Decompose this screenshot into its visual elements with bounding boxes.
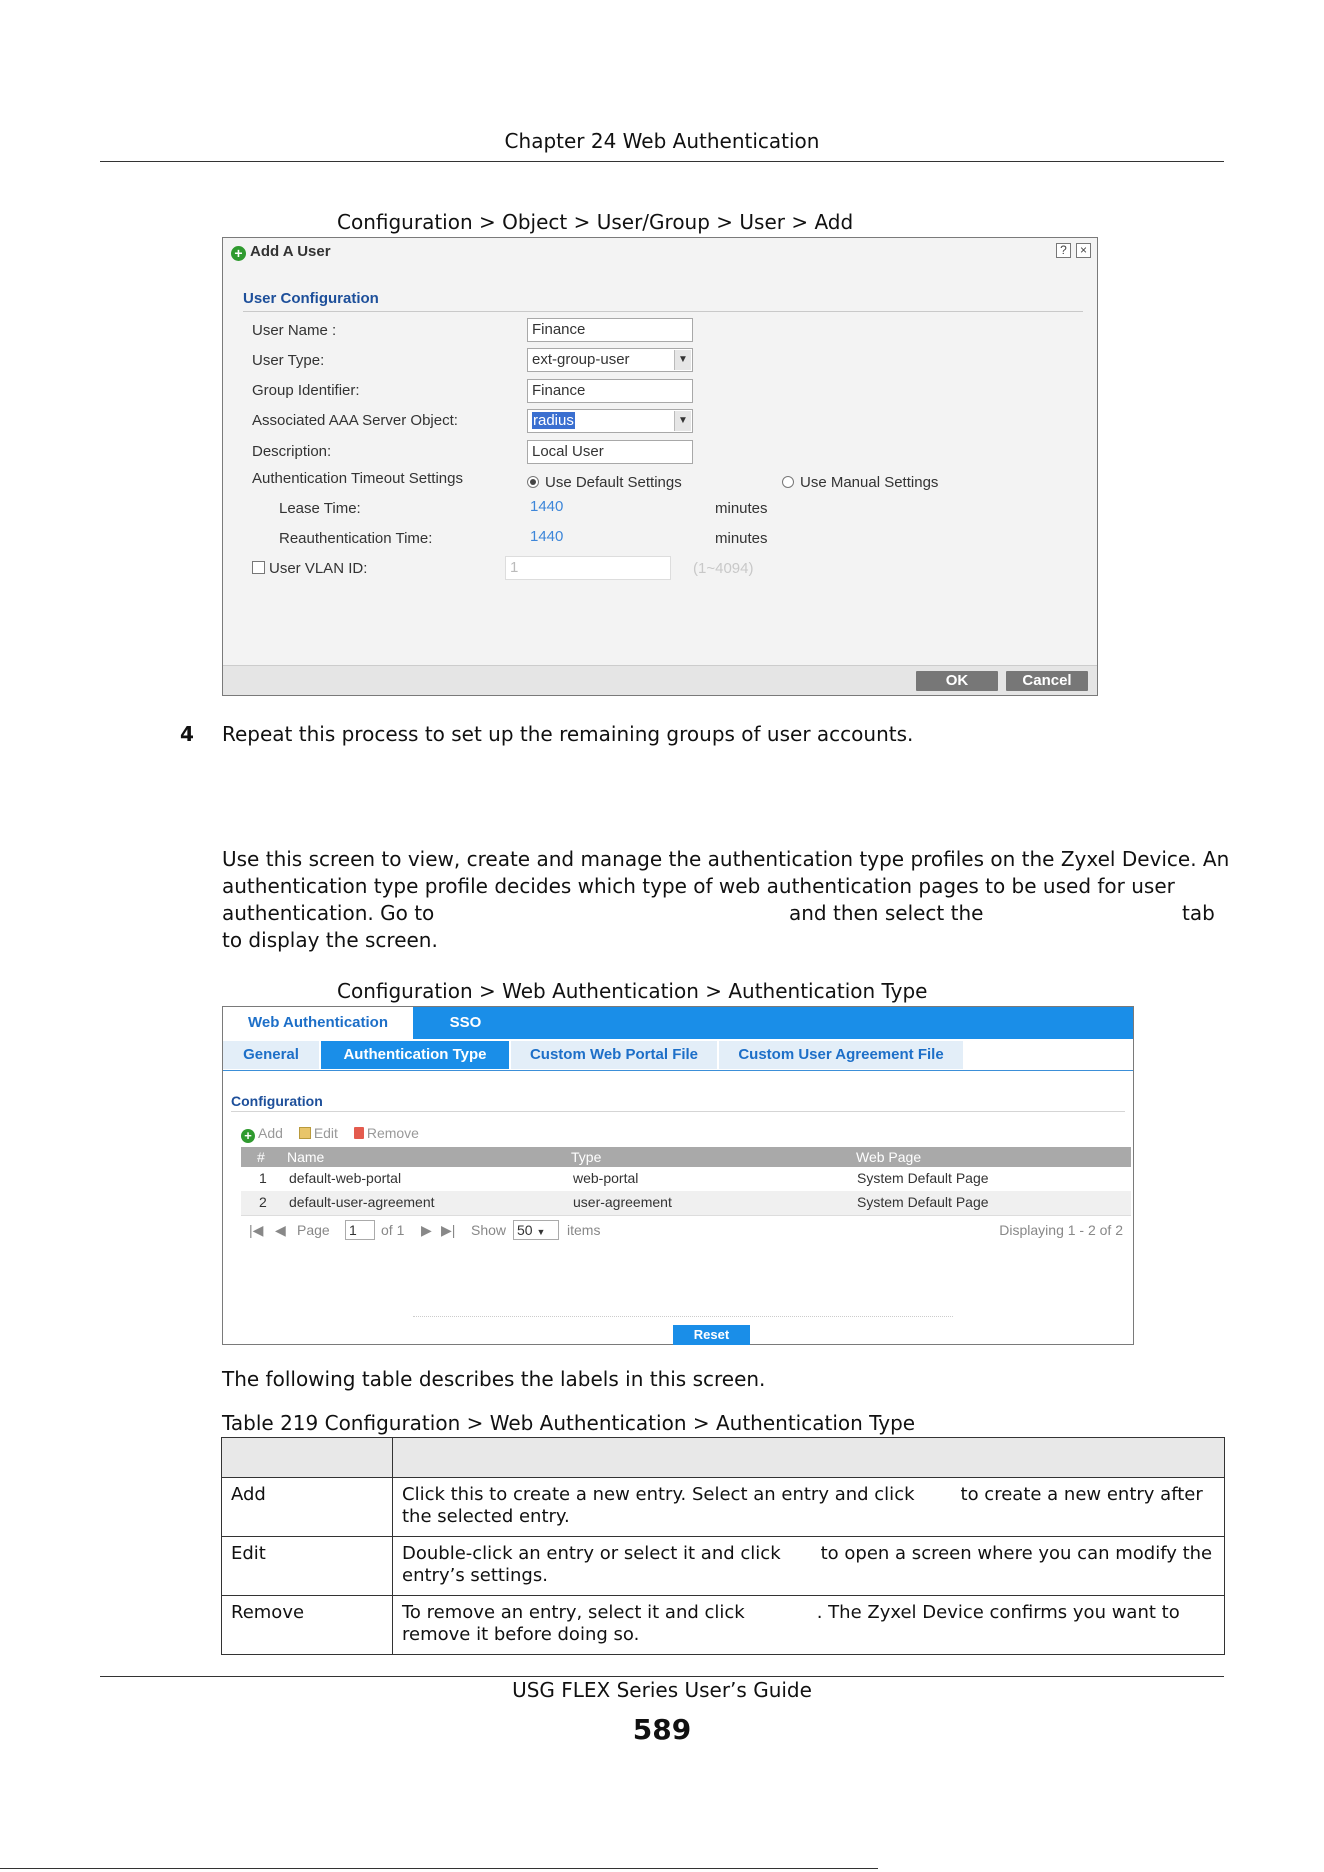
dialog-titlebar xyxy=(223,238,1097,264)
table-caption: Table 219 Configuration > Web Authentication > Authentication Type xyxy=(222,1411,916,1435)
configuration-title: Configuration xyxy=(231,1093,323,1109)
reauth-time-value: 1440 xyxy=(530,528,564,545)
first-page-icon[interactable]: |◀ xyxy=(249,1222,264,1238)
labels-table xyxy=(221,1437,1225,1655)
top-tab-bar xyxy=(223,1007,1133,1039)
tab-custom-web-portal-file[interactable]: Custom Web Portal File xyxy=(511,1041,717,1069)
configuration-divider xyxy=(231,1111,1125,1112)
row-number: 2 xyxy=(259,1194,267,1210)
description-cell xyxy=(393,1537,1225,1596)
sub-tab-bar xyxy=(223,1039,1133,1071)
divider xyxy=(413,1316,953,1317)
user-name-label: User Name : xyxy=(252,322,337,339)
table-row[interactable] xyxy=(241,1191,1131,1215)
header-rule xyxy=(100,161,1224,162)
vlan-range-hint: (1~4094) xyxy=(693,560,754,577)
tab-general[interactable]: General xyxy=(223,1041,319,1069)
table-intro: The following table describes the labels in this screen. xyxy=(222,1367,766,1391)
section-title: User Configuration xyxy=(243,290,379,307)
page-count: of 1 xyxy=(381,1222,405,1238)
remove-button[interactable] xyxy=(354,1125,419,1141)
lease-time-label: Lease Time: xyxy=(279,500,361,517)
chevron-down-icon: ▼ xyxy=(536,1227,546,1237)
use-manual-radio[interactable] xyxy=(782,474,938,491)
reauth-time-unit: minutes xyxy=(715,530,768,547)
tab-custom-user-agreement-file[interactable]: Custom User Agreement File xyxy=(719,1041,963,1069)
add-button[interactable] xyxy=(241,1125,283,1141)
footer-rule xyxy=(100,1676,1224,1677)
chevron-down-icon: ▼ xyxy=(674,411,691,431)
row-type: web-portal xyxy=(573,1170,639,1186)
user-type-value: ext-group-user xyxy=(532,351,630,368)
add-label: Add xyxy=(258,1125,283,1141)
lease-time-value: 1440 xyxy=(530,498,564,515)
use-default-label: Use Default Settings xyxy=(545,474,682,491)
description-part: Double-click an entry or select it and click xyxy=(402,1543,781,1564)
edit-button[interactable] xyxy=(299,1125,338,1141)
section-divider xyxy=(243,311,1083,312)
table-row[interactable] xyxy=(241,1167,1131,1191)
description-part: to open a screen where you can modify the entry’s settings. xyxy=(402,1543,1213,1586)
col-number[interactable]: # xyxy=(257,1149,265,1165)
close-icon[interactable]: × xyxy=(1076,243,1091,258)
add-icon: + xyxy=(231,246,246,261)
ok-button[interactable]: OK xyxy=(916,671,998,691)
aaa-server-label: Associated AAA Server Object: xyxy=(252,412,458,429)
items-label: items xyxy=(567,1222,601,1238)
tab-authentication-type[interactable]: Authentication Type xyxy=(321,1041,509,1069)
grid-toolbar xyxy=(241,1125,431,1143)
add-user-dialog xyxy=(222,237,1098,696)
radio-selected-icon xyxy=(527,476,539,488)
user-vlan-checkbox[interactable] xyxy=(252,560,367,577)
description-cell xyxy=(393,1478,1225,1537)
running-header: Chapter 24 Web Authentication xyxy=(504,129,820,153)
user-vlan-label: User VLAN ID: xyxy=(269,560,368,577)
dialog-button-bar xyxy=(223,665,1097,695)
chevron-down-icon: ▼ xyxy=(674,350,691,370)
displaying-count: Displaying 1 - 2 of 2 xyxy=(999,1222,1123,1238)
step-text: Repeat this process to set up the remaining groups of user accounts. xyxy=(222,722,914,746)
use-default-radio[interactable] xyxy=(527,474,682,491)
dialog-title-text: Add A User xyxy=(250,243,331,260)
table-row xyxy=(222,1537,1225,1596)
label-cell: Add xyxy=(222,1478,393,1537)
description-part: . The Zyxel Device confirms you want to remove it before doing so. xyxy=(402,1602,1180,1645)
intro-line-3a: authentication. Go to xyxy=(222,901,435,925)
edit-icon xyxy=(299,1127,311,1139)
aaa-server-value: radius xyxy=(533,412,574,429)
page-size-select[interactable] xyxy=(513,1220,559,1240)
description-cell xyxy=(393,1596,1225,1655)
description-part: To remove an entry, select it and click xyxy=(402,1602,745,1623)
dialog-title xyxy=(231,243,331,261)
header-label-cell xyxy=(222,1438,393,1478)
auth-type-grid xyxy=(241,1147,1131,1243)
row-web-page: System Default Page xyxy=(857,1170,989,1186)
row-name: default-web-portal xyxy=(289,1170,402,1186)
figure-caption: Configuration > Object > User/Group > User > Add xyxy=(337,210,854,234)
user-vlan-field[interactable]: 1 xyxy=(505,556,671,580)
lease-time-unit: minutes xyxy=(715,500,768,517)
edit-label: Edit xyxy=(313,1125,338,1141)
row-web-page: System Default Page xyxy=(857,1194,989,1210)
page-size-value: 50 xyxy=(517,1222,533,1238)
table-row xyxy=(222,1478,1225,1537)
grid-pager xyxy=(241,1215,1131,1243)
grid-header xyxy=(241,1147,1131,1167)
description-label: Description: xyxy=(252,443,332,460)
add-icon: + xyxy=(241,1129,255,1143)
table-row xyxy=(222,1596,1225,1655)
help-icon[interactable]: ? xyxy=(1056,243,1071,258)
col-name[interactable]: Name xyxy=(287,1149,325,1165)
description-part: to create a new entry after the selected entry. xyxy=(402,1484,1203,1527)
remove-label: Remove xyxy=(366,1125,419,1141)
next-page-icon[interactable]: ▶ xyxy=(421,1222,432,1238)
header-description-cell xyxy=(393,1438,1225,1478)
figure-caption: Configuration > Web Authentication > Authentication Type xyxy=(337,979,928,1003)
intro-line-4: to display the screen. xyxy=(222,928,438,952)
auth-type-screen xyxy=(222,1006,1134,1345)
intro-line-3b: and then select the xyxy=(789,901,984,925)
reset-button[interactable]: Reset xyxy=(673,1325,750,1345)
reauth-time-label: Reauthentication Time: xyxy=(279,530,433,547)
aaa-server-select[interactable] xyxy=(527,409,693,433)
intro-line-2: authentication type profile decides which type of web authentication pages to be used for user xyxy=(222,874,1175,898)
step-number: 4 xyxy=(180,722,194,746)
row-name: default-user-agreement xyxy=(289,1194,435,1210)
row-number: 1 xyxy=(259,1170,267,1186)
row-type: user-agreement xyxy=(573,1194,672,1210)
col-type[interactable]: Type xyxy=(571,1149,602,1165)
bottom-rule xyxy=(0,1868,878,1869)
cancel-button[interactable]: Cancel xyxy=(1006,671,1088,691)
timeout-settings-label: Authentication Timeout Settings xyxy=(252,470,463,487)
tab-web-authentication[interactable]: Web Authentication xyxy=(223,1007,413,1039)
table-header-row xyxy=(222,1438,1225,1478)
label-cell: Remove xyxy=(222,1596,393,1655)
footer-title: USG FLEX Series User’s Guide xyxy=(512,1678,812,1702)
checkbox-icon xyxy=(252,561,265,574)
user-name-field[interactable]: Finance xyxy=(527,318,693,342)
last-page-icon[interactable]: ▶| xyxy=(441,1222,456,1238)
col-web-page[interactable]: Web Page xyxy=(856,1149,922,1165)
page-label: Page xyxy=(297,1222,330,1238)
intro-line-1: Use this screen to view, create and manage the authentication type profiles on the Zyxel Device. An xyxy=(222,847,1230,871)
tab-sso[interactable]: SSO xyxy=(449,1014,482,1031)
show-label: Show xyxy=(471,1222,507,1238)
user-type-label: User Type: xyxy=(252,352,325,369)
prev-page-icon[interactable]: ◀ xyxy=(275,1222,286,1238)
description-field[interactable]: Local User xyxy=(527,440,693,464)
description-part: Click this to create a new entry. Select an entry and click xyxy=(402,1484,915,1505)
label-cell: Edit xyxy=(222,1537,393,1596)
intro-line-3c: tab xyxy=(1182,901,1215,925)
user-type-select[interactable] xyxy=(527,348,693,372)
trash-icon xyxy=(354,1127,364,1139)
group-identifier-field[interactable]: Finance xyxy=(527,379,693,403)
group-identifier-label: Group Identifier: xyxy=(252,382,360,399)
radio-unselected-icon xyxy=(782,476,794,488)
page-input[interactable]: 1 xyxy=(345,1220,375,1240)
page-number: 589 xyxy=(632,1713,692,1746)
use-manual-label: Use Manual Settings xyxy=(800,474,939,491)
